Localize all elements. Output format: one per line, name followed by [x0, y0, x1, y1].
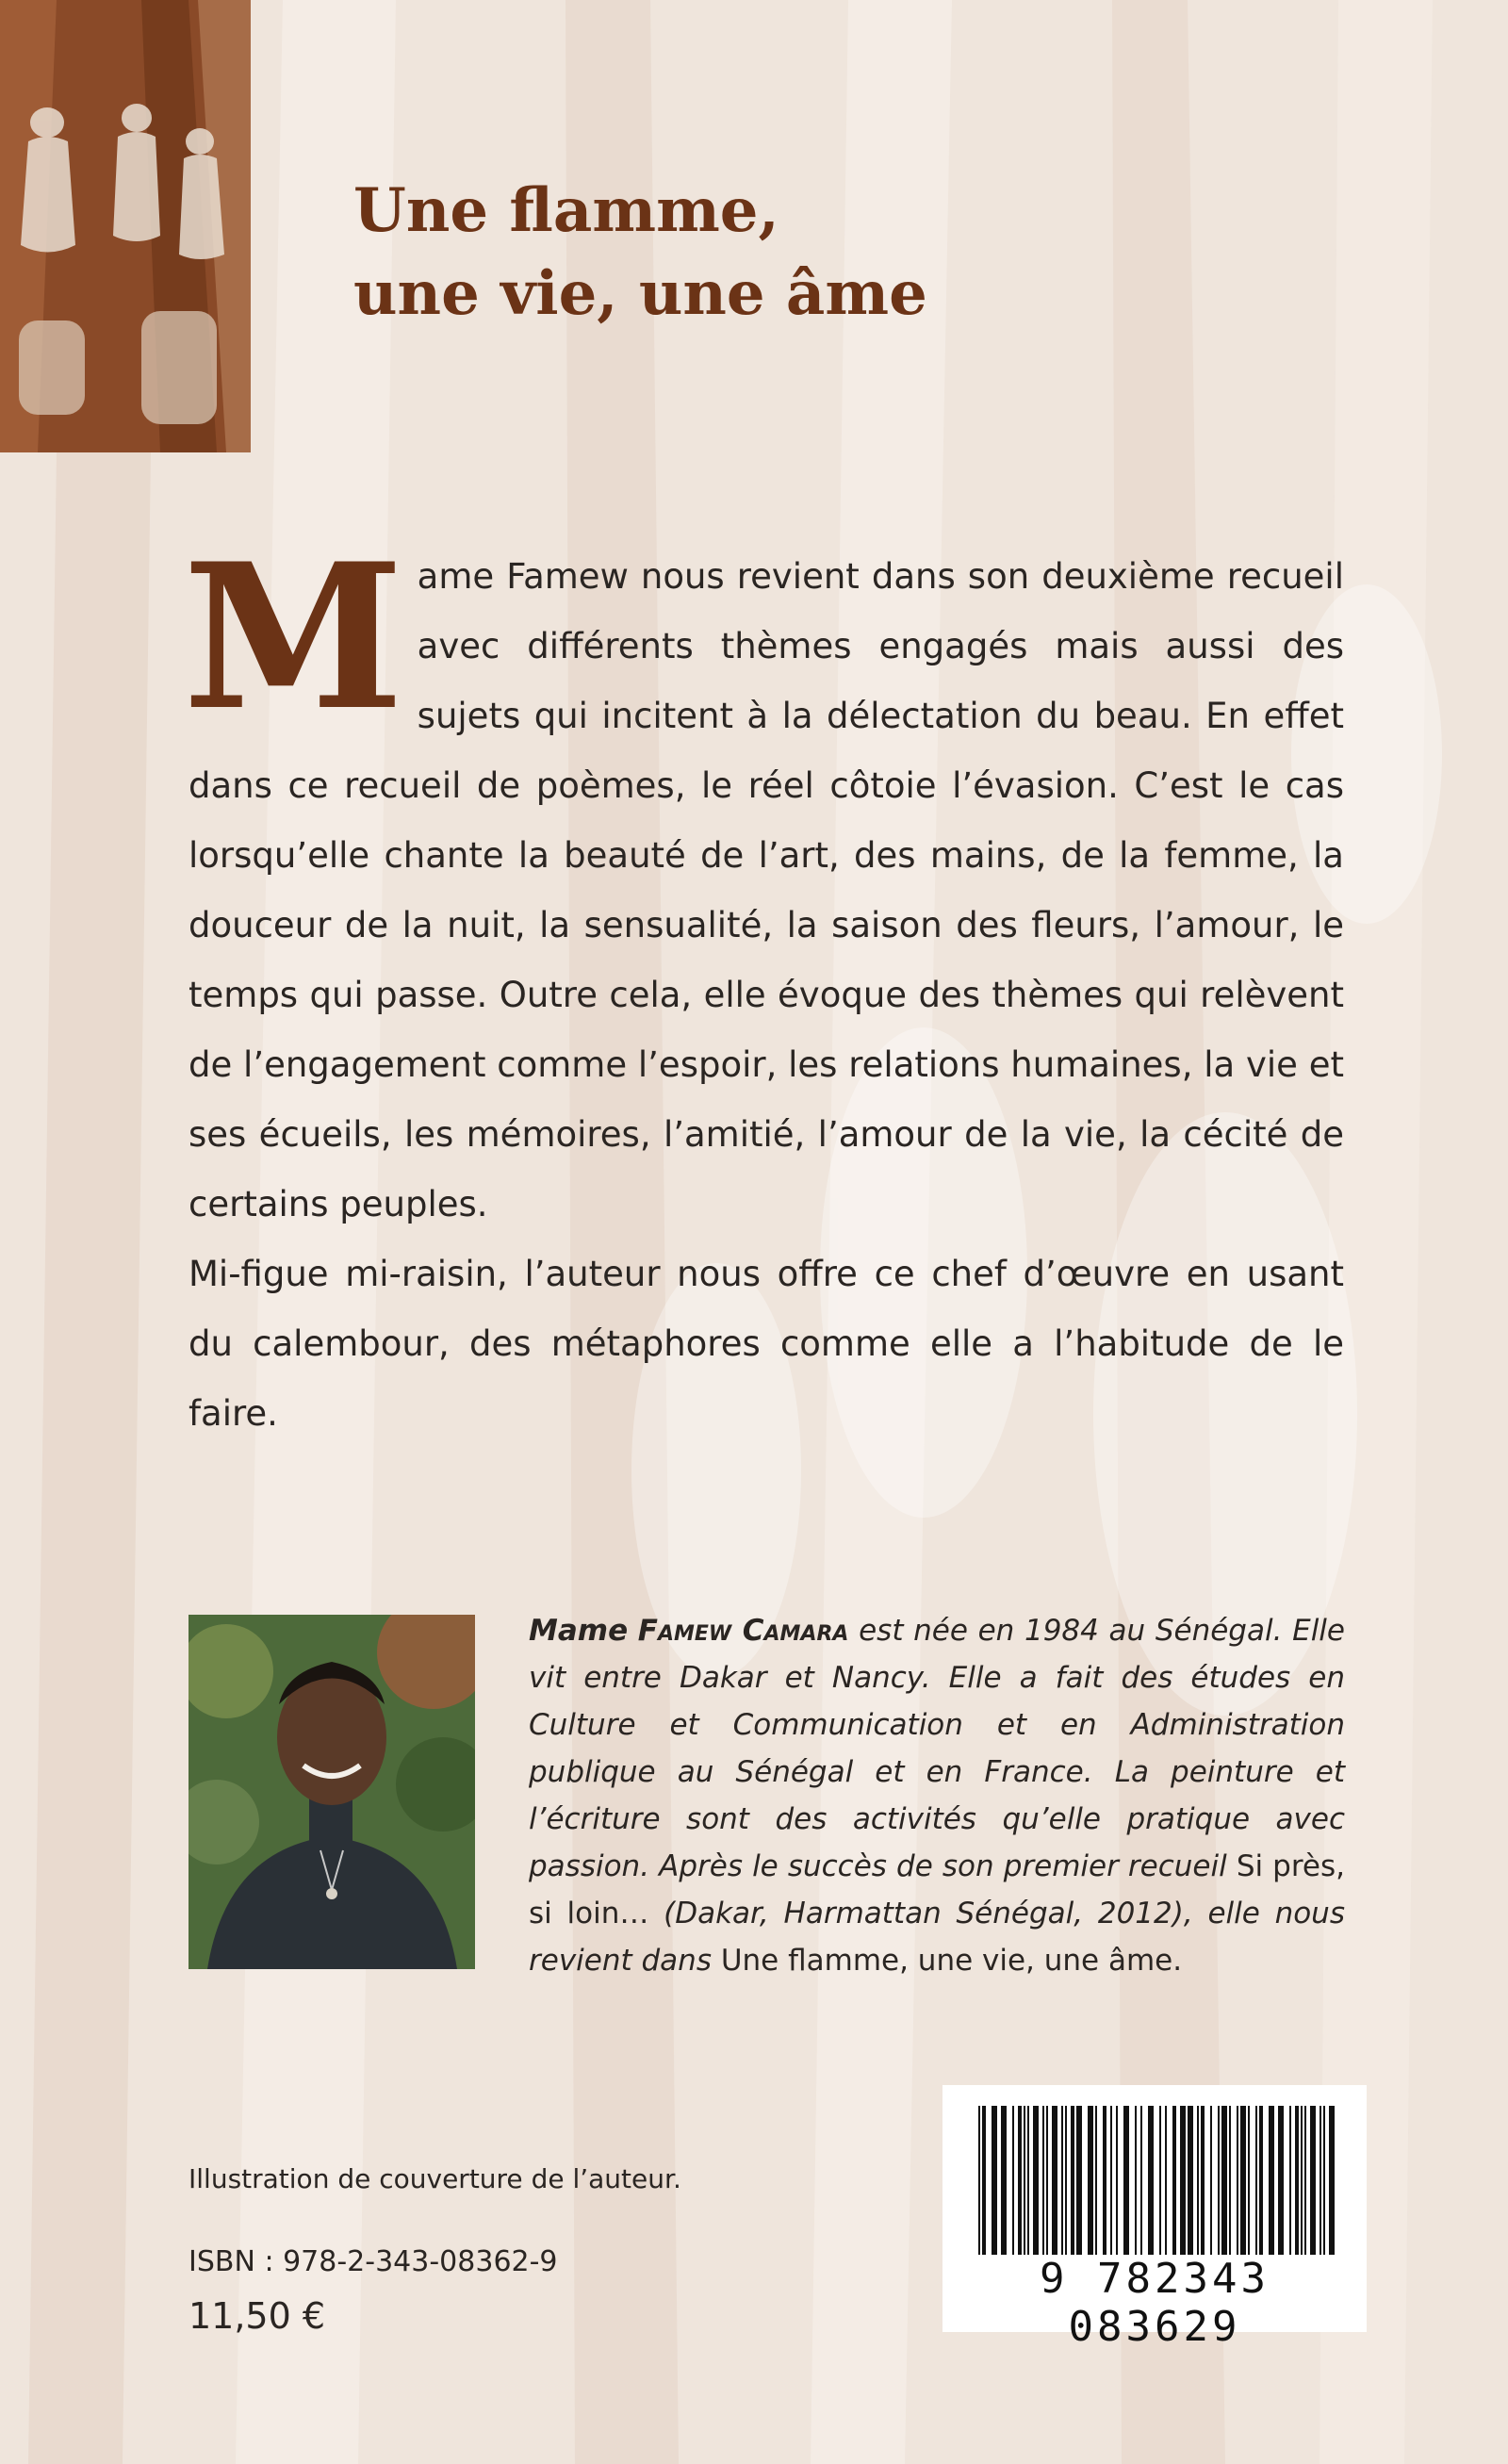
- barcode-bar: [978, 2106, 980, 2255]
- barcode-bar: [1221, 2106, 1227, 2255]
- barcode-bar: [992, 2106, 997, 2255]
- barcode-bar: [1301, 2106, 1303, 2255]
- barcode-digits: 9 782343 083629: [1040, 2255, 1270, 2351]
- barcode-bar: [1012, 2106, 1014, 2255]
- book-title-line-1: Une flamme,: [353, 175, 779, 246]
- barcode-bar: [1210, 2106, 1212, 2255]
- barcode-bar: [982, 2106, 986, 2255]
- barcode-bar: [1024, 2106, 1025, 2255]
- barcode-bar: [1295, 2106, 1299, 2255]
- barcode-bar: [1061, 2106, 1063, 2255]
- barcode-bar: [1065, 2106, 1067, 2255]
- barcode-bar: [1329, 2106, 1335, 2255]
- barcode-bar: [1052, 2106, 1057, 2255]
- barcode-bar: [1027, 2106, 1029, 2255]
- barcode-bar: [1140, 2106, 1142, 2255]
- barcode-bar: [1269, 2106, 1274, 2255]
- barcode-bar: [1323, 2106, 1325, 2255]
- barcode-bar: [1218, 2106, 1220, 2255]
- book-title: [353, 170, 927, 336]
- barcode-bar: [1116, 2106, 1118, 2255]
- barcode-bar: [1042, 2106, 1044, 2255]
- summary-paragraph-1-text: ame Famew nous revient dans son deuxième recueil avec différents thèmes engagés mais aussi des sujets qui incitent à la délectation du beau. En effet dans ce recueil de poèmes, le réel côtoie l’évasion. C’est le cas lorsqu’elle chante la beauté de l’art, des mains, de la femme, la douceur de la nuit, la sensualité, la saison des fleurs, l’amour, le temps qui passe. Outre cela, elle évoque des thèmes qui relèvent de l’engagement comme l’espoir, les relations humaines, la vie et ses écueils, les mémoires, l’amitié, l’amour de la vie, la cécité de certains peuples.: [188, 556, 1344, 1224]
- barcode-bar: [1304, 2106, 1306, 2255]
- barcode-bar: [1229, 2106, 1231, 2255]
- author-photo: [188, 1615, 475, 1969]
- price: 11,50 €: [188, 2295, 326, 2337]
- barcode-bar: [1237, 2106, 1238, 2255]
- illustration-credit: Illustration de couverture de l’auteur.: [188, 2163, 681, 2194]
- book-title-line-2: une vie, une âme: [353, 258, 927, 329]
- barcode-bar: [1103, 2106, 1106, 2255]
- first-book-title: Si près, si loin…: [529, 1849, 1346, 1930]
- summary-paragraph-2: Mi-figue mi-raisin, l’auteur nous offre ce chef d’œuvre en usant du calembour, des métaphores comme elle a l’habitude de le faire.: [188, 1254, 1344, 1434]
- barcode-bar: [1248, 2106, 1250, 2255]
- barcode: [942, 2085, 1367, 2351]
- barcode-bar: [1046, 2106, 1048, 2255]
- barcode-bar: [1255, 2106, 1257, 2255]
- barcode-bar: [1278, 2106, 1284, 2255]
- isbn: ISBN : 978-2-343-08362-9: [188, 2245, 558, 2278]
- barcode-bar: [1197, 2106, 1199, 2255]
- barcode-bar: [1033, 2106, 1039, 2255]
- barcode-bar: [1259, 2106, 1263, 2255]
- barcode-bar: [1180, 2106, 1186, 2255]
- barcode-bar: [1001, 2106, 1007, 2255]
- bio-text-1: est née en 1984 au Sénégal. Elle vit entre Dakar et Nancy. Elle a fait des études en Culture et Communication et en Administration publique au Sénégal et en France. La peinture et l’écriture sont des activités qu’elle pratique avec passion. Après le succès de son premier recueil: [529, 1614, 1345, 1883]
- barcode-bar: [1135, 2106, 1137, 2255]
- author-bio: [529, 1607, 1345, 1984]
- barcode-bar: [1201, 2106, 1205, 2255]
- barcode-bar: [1123, 2106, 1129, 2255]
- barcode-bar: [1159, 2106, 1161, 2255]
- barcode-bar: [1289, 2106, 1291, 2255]
- barcode-bar: [1071, 2106, 1074, 2255]
- drop-cap: M: [183, 519, 404, 754]
- current-book-title: Une flamme, une vie, une âme.: [720, 1944, 1183, 1978]
- barcode-bar: [1018, 2106, 1022, 2255]
- barcode-bar: [1310, 2106, 1316, 2255]
- barcode-bar: [1095, 2106, 1097, 2255]
- barcode-bar: [1188, 2106, 1193, 2255]
- barcode-bar: [1240, 2106, 1246, 2255]
- barcode-bar: [1076, 2106, 1082, 2255]
- barcode-bar: [1172, 2106, 1176, 2255]
- barcode-bar: [1165, 2106, 1167, 2255]
- summary-paragraph-1: [183, 519, 1344, 1240]
- author-first-name: Mame: [529, 1614, 629, 1648]
- barcode-bar: [1320, 2106, 1321, 2255]
- barcode-bar: [1110, 2106, 1112, 2255]
- barcode-bar: [1088, 2106, 1093, 2255]
- author-last-name: Famew Camara: [637, 1614, 849, 1648]
- bio-text-2: (Dakar, Harmattan Sénégal, 2012), elle nous revient dans: [529, 1897, 1345, 1978]
- barcode-bar: [1148, 2106, 1154, 2255]
- book-summary: [183, 519, 1344, 1449]
- cover-painting-thumbnail: [0, 0, 251, 452]
